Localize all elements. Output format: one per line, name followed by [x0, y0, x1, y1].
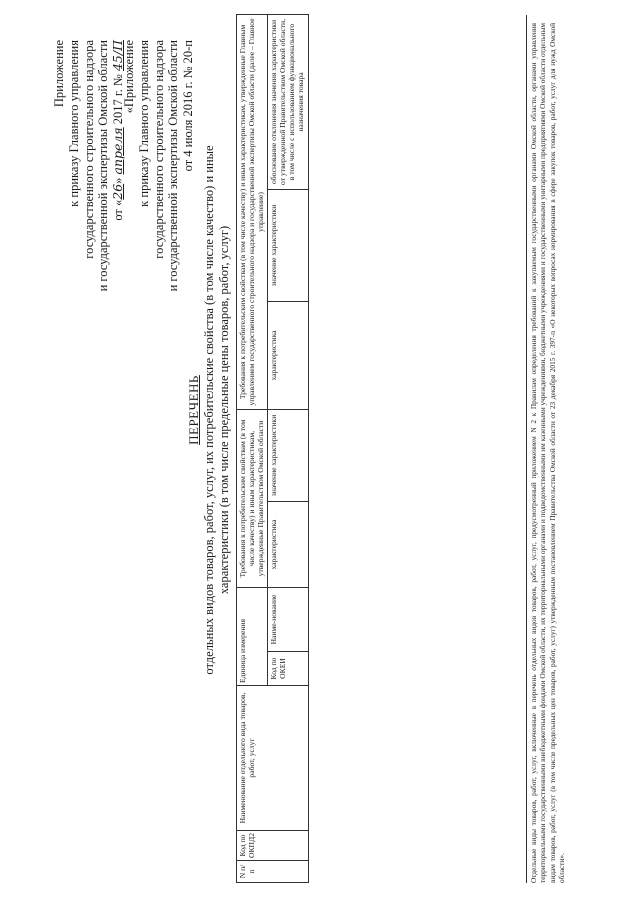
requirements-table: [236, 14, 309, 883]
appendix-line: государственного строительного надзора: [151, 40, 166, 259]
header-cell: Наименование отдельного вида товаров, работ, услуг: [237, 686, 309, 831]
handwritten-month: апреля: [110, 127, 126, 175]
title-line: характеристики (в том числе предельные цены товаров, работ, услуг): [217, 225, 231, 595]
date-year: 2017 г. №: [111, 71, 126, 128]
subheader-cell: характеристика: [268, 501, 308, 587]
handwritten-day: 26: [110, 183, 126, 200]
subheader-cell: значение характеристики: [268, 409, 308, 501]
appendix-label: «Приложение: [122, 40, 136, 114]
title-line: отдельных видов товаров, работ, услуг, их потребительские свойства (в том числе качество) и иные: [202, 145, 216, 675]
appendix-line: к приказу Главного управления: [136, 40, 151, 207]
subheader-cell: характеристика: [268, 301, 308, 409]
subheader-cell: Наиме-нование: [268, 587, 308, 651]
appendix-header: [52, 40, 126, 400]
document-title: [186, 65, 232, 755]
date-prefix: от «: [111, 199, 126, 221]
date-mid: »: [111, 174, 126, 184]
header-cell: Код по ОКПД2: [237, 831, 309, 861]
appendix-date-line: от 4 июля 2016 г. № 20-п: [181, 40, 196, 172]
appendix-line: государственного строительного надзора: [81, 40, 96, 259]
header-cell: Требования к потребительским свойствам (в том числе качеству) и иным характеристикам, утвержденные Главным управлением государственного строительного надзора и государственной экспертизы Омской области (далее – Главное управление): [237, 14, 268, 409]
handwritten-order-number: 45/П: [110, 40, 126, 72]
header-cell: N п/п: [237, 861, 309, 883]
footnote-divider: [526, 15, 527, 883]
appendix-line: и государственной экспертизы Омской области: [166, 40, 181, 292]
title-heading: ПЕРЕЧЕНЬ: [186, 375, 201, 445]
subheader-cell: значение характеристики: [268, 189, 308, 301]
appendix-line: и государственной экспертизы Омской области: [96, 40, 111, 292]
previous-appendix-header: [122, 40, 196, 400]
subheader-cell: обоснование отклонения значения характеристики от утвержденной Правительством Омской области, в том числе с использованием функционального назначения товара: [268, 14, 308, 189]
appendix-line: к приказу Главного управления: [66, 40, 81, 207]
footnote-text: Отдельные виды товаров, работ, услуг, включенные в перечень отдельных видов товаров, работ, услуг, предусмотренный приложением N 2 к Правилам определения требований к закупаемым государственными органами Омской области, органами управления территориальными государственными внебюджетными фондами Омской области, их территориальными органами и подведомственными им казенными учреждениями, бюджетными учреждениями и государственными унитарными предприятиями Омской области отдельным видам товаров, работ, услуг (в том числе предельных цен товаров, работ, услуг) утвержденным постановлением Правительства Омской области от 23 декабря 2015 г. 397-п «О некоторых вопросах нормирования в сфере закупок товаров, работ, услуг для нужд Омской области».: [529, 23, 567, 883]
subheader-cell: Код по ОКЕИ: [268, 652, 308, 686]
table-header-row: [237, 14, 268, 882]
appendix-label: Приложение: [52, 40, 66, 108]
header-cell: Единица измерения: [237, 587, 268, 685]
header-cell: Требования к потребительским свойствам (в том числе качеству) и иным характеристикам, утвержденные Правительством Омской области: [237, 409, 268, 587]
